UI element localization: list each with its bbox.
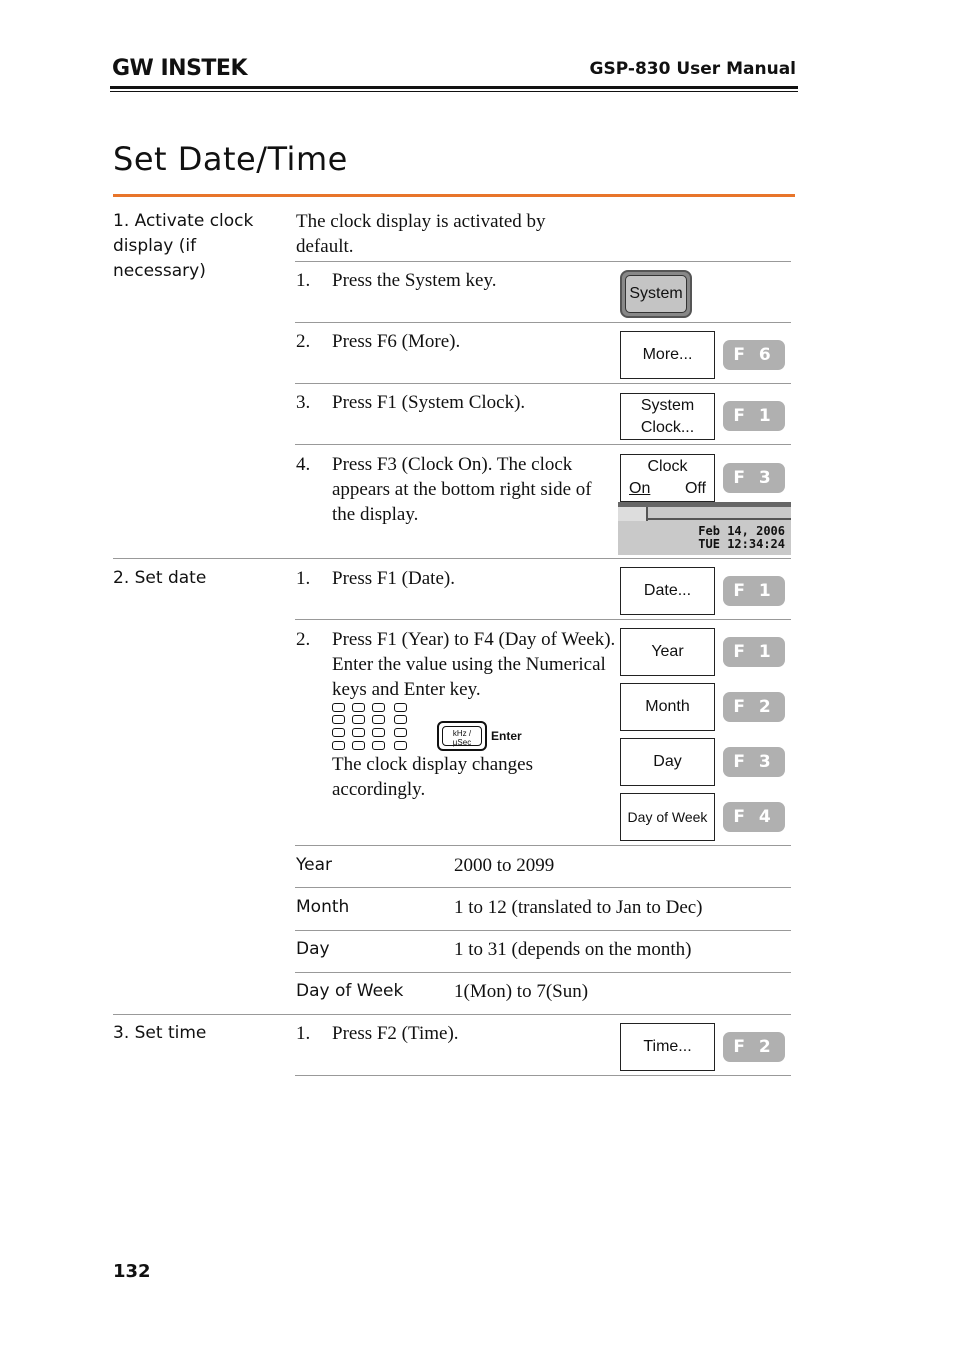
range-name: Day of Week [296,981,404,1001]
f6-key[interactable]: F 6 [723,340,785,370]
clock-time-text: TUE 12:34:24 [698,537,785,551]
divider [295,1075,791,1076]
header-rule-thin [110,91,798,92]
step-text: Press the System key. [332,270,497,291]
day-softkey[interactable]: Day [620,738,715,786]
more-softkey[interactable]: More... [620,331,715,379]
system-clock-softkey[interactable] [620,393,715,440]
divider [295,444,791,445]
system-key-label: System [625,275,687,313]
year-softkey[interactable]: Year [620,628,715,676]
step-number: 1. [296,1023,311,1044]
step-text: Press F1 (Date). [332,568,455,589]
f4-key[interactable]: F 4 [723,802,785,832]
f1-key[interactable]: F 1 [723,576,785,606]
khz-key-face [442,726,482,746]
section-label-set-time: 3. Set time [113,1023,207,1043]
month-softkey[interactable]: Month [620,683,715,731]
divider [295,322,791,323]
date-softkey[interactable]: Date... [620,567,715,615]
step-number: 2. [296,331,311,352]
step-text: Press F1 (System Clock). [332,392,526,413]
display-line [648,518,791,520]
range-value: 2000 to 2099 [454,855,555,876]
system-key[interactable] [620,270,692,318]
softkey-line: System [640,397,695,414]
clock-off-option: Off [684,480,706,497]
f1-key[interactable]: F 1 [723,401,785,431]
display-scrollbar [618,507,648,521]
softkey-line: Clock... [640,419,695,436]
time-softkey[interactable]: Time... [620,1023,715,1071]
khz-usec-key-icon [437,721,487,751]
day-of-week-softkey[interactable]: Day of Week [620,793,715,841]
header-rule [110,86,798,89]
divider [295,619,791,620]
f2-key[interactable]: F 2 [723,692,785,722]
divider [295,887,791,888]
softkey-line: Clock [647,458,688,475]
range-value: 1(Mon) to 7(Sun) [454,981,589,1002]
clock-date-text: Feb 14, 2006 [698,524,785,538]
title-rule [113,194,795,197]
f3-key[interactable]: F 3 [723,463,785,493]
step-number: 1. [296,270,311,291]
clock-on-off-softkey[interactable] [620,454,715,502]
step-number: 1. [296,568,311,589]
divider [295,972,791,973]
khz-label: kHz / [452,729,472,738]
numeric-keypad-icon [332,703,422,753]
on-off-row [621,478,714,500]
step-number: 2. [296,629,311,650]
section-label-set-date: 2. Set date [113,568,207,588]
divider [295,383,791,384]
step-text: Press F6 (More). [332,331,461,352]
manual-title: GSP-830 User Manual [589,59,796,79]
range-value: 1 to 31 (depends on the month) [454,939,692,960]
divider [295,930,791,931]
clock-on-option: On [629,480,651,497]
range-value: 1 to 12 (translated to Jan to Dec) [454,897,703,918]
step-text: Press F3 (Clock On). The clock appears at the bottom right side of the display. [332,454,592,525]
section-label-activate: 1. Activate clock display (if necessary) [113,211,254,281]
activate-intro: The clock display is activated by default. [296,211,546,257]
enter-label: Enter [491,729,522,743]
range-name: Month [296,897,350,917]
range-name: Day [296,939,330,959]
clock-display-screenshot [618,502,791,555]
page-number: 132 [113,1261,151,1282]
divider [113,558,791,559]
f3-key[interactable]: F 3 [723,747,785,777]
f2-key[interactable]: F 2 [723,1032,785,1062]
divider [295,845,791,846]
step-note: The clock display changes accordingly. [332,754,534,800]
usec-label: µSec [452,738,472,747]
step-text: Press F1 (Year) to F4 (Day of Week). Enter the value using the Numerical keys and Enter key. [332,629,616,700]
page-title: Set Date/Time [113,140,348,178]
f1-key[interactable]: F 1 [723,637,785,667]
gwinstek-logo: GW INSTEK [112,56,248,81]
range-name: Year [296,855,332,875]
step-number: 3. [296,392,311,413]
step-text: Press F2 (Time). [332,1023,459,1044]
step-number: 4. [296,454,311,475]
divider [295,261,791,262]
divider [113,1014,791,1015]
